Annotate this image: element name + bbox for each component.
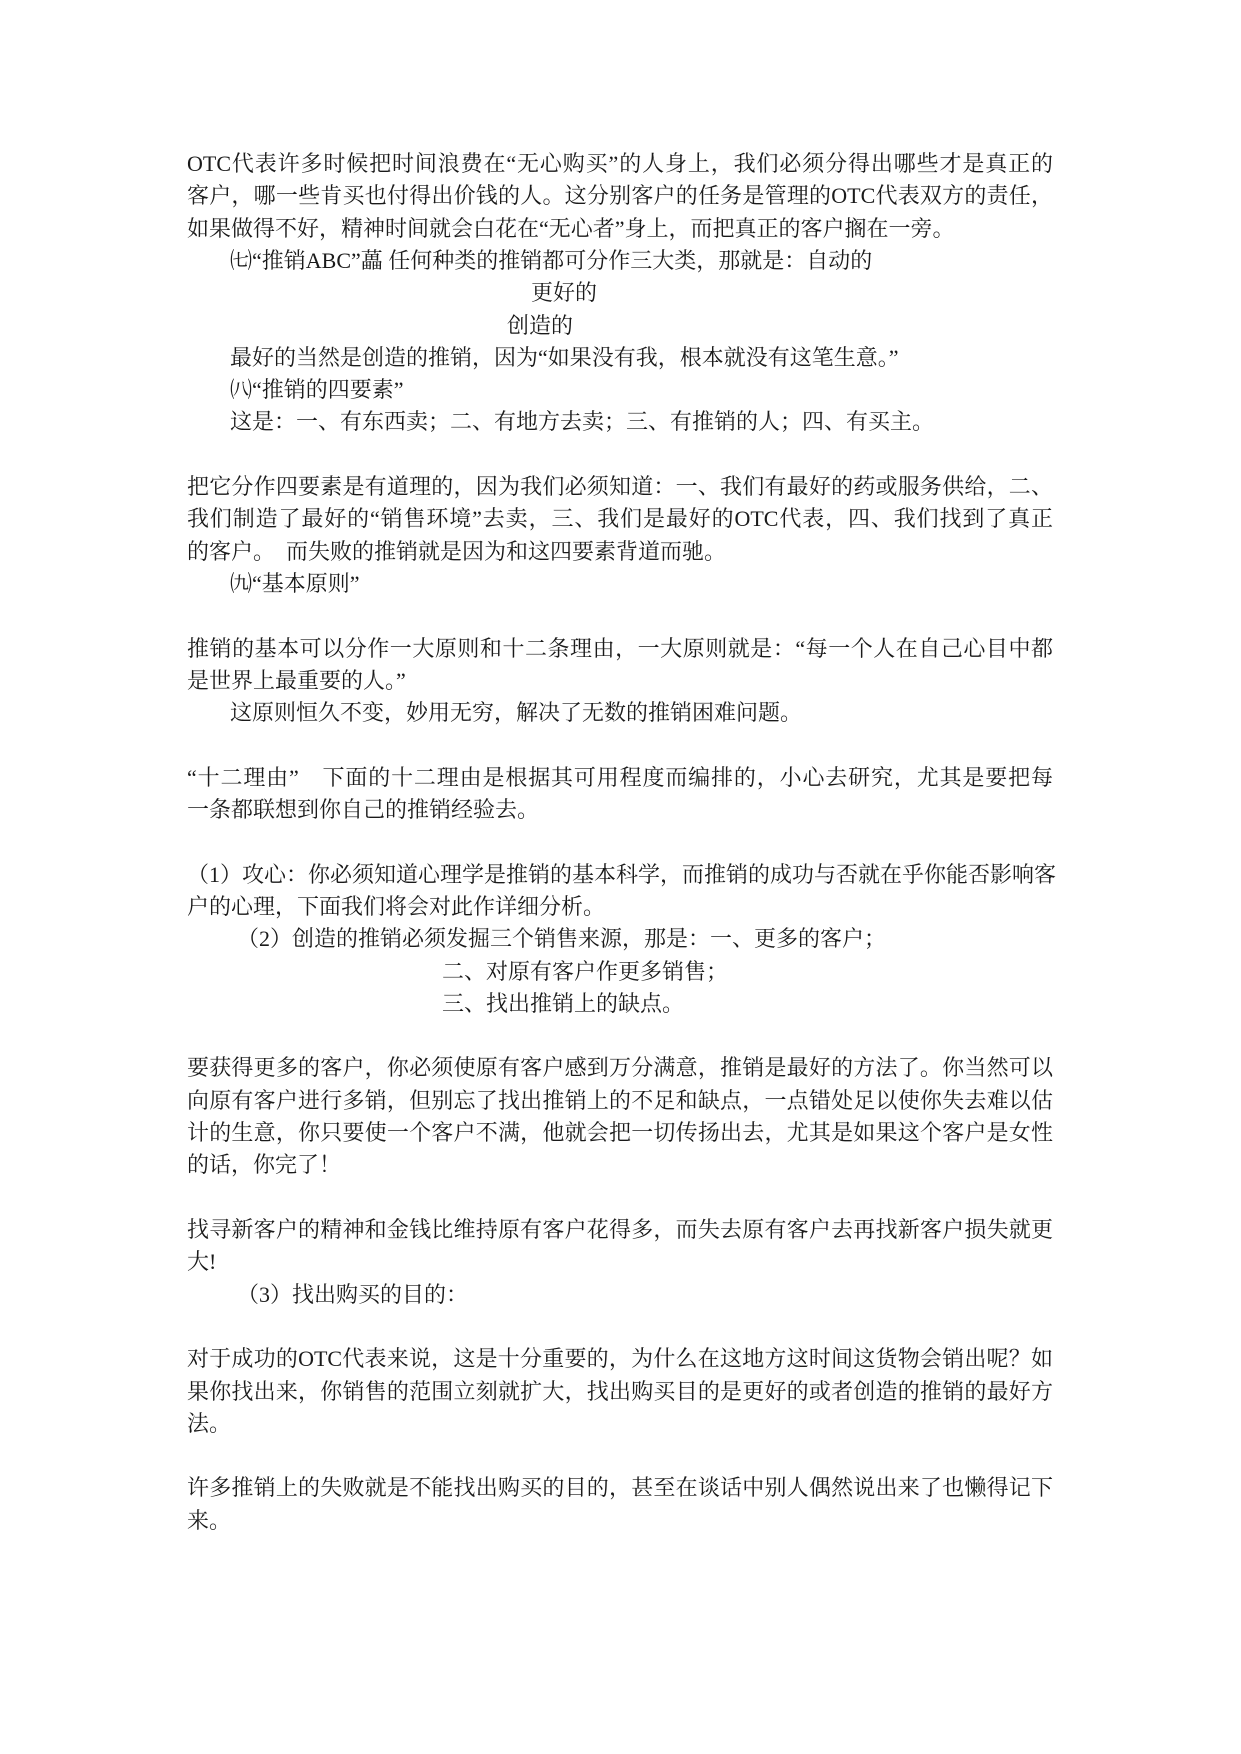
paragraph-line: 是世界上最重要的人。”: [187, 668, 406, 693]
paragraph-line: 这是：一、有东西卖；二、有地方去卖；三、有推销的人；四、有买主。: [230, 409, 935, 434]
paragraph-line: 我们制造了最好的“销售环境”去卖，三、我们是最好的OTC代表，四、我们找到了真正: [187, 506, 1053, 531]
numbered-item: （1）攻心：你必须知道心理学是推销的基本科学，而推销的成功与否就在乎你能否影响客: [187, 862, 1057, 887]
list-item: 更好的: [531, 280, 598, 305]
numbered-item: （3）找出购买的目的：: [237, 1282, 469, 1307]
paragraph-line: 向原有客户进行多销，但别忘了找出推销上的不足和缺点，一点错处足以使你失去难以估: [187, 1088, 1053, 1113]
paragraph-line: “十二理由” 下面的十二理由是根据其可用程度而编排的，小心去研究，尤其是要把每: [187, 765, 1053, 790]
paragraph-line: 最好的当然是创造的推销，因为“如果没有我，根本就没有这笔生意。”: [230, 345, 899, 370]
paragraph-line: 大!: [187, 1249, 217, 1274]
numbered-item: （2）创造的推销必须发掘三个销售来源，那是：一、更多的客户；: [237, 926, 887, 951]
paragraph-line: 一条都联想到你自己的推销经验去。: [187, 797, 540, 822]
paragraph-line: 来。: [187, 1508, 232, 1533]
paragraph-line: 许多推销上的失败就是不能找出购买的目的，甚至在谈话中别人偶然说出来了也懒得记下: [187, 1475, 1053, 1500]
paragraph-line: 找寻新客户的精神和金钱比维持原有客户花得多，而失去原有客户去再找新客户损失就更: [187, 1217, 1053, 1242]
paragraph-line: 法。: [187, 1411, 232, 1436]
paragraph-line: OTC代表许多时候把时间浪费在“无心购买”的人身上，我们必须分得出哪些才是真正的: [187, 151, 1053, 176]
section-heading: ㈨“基本原则”: [230, 571, 360, 596]
list-item: 创造的: [507, 313, 574, 338]
paragraph-line: 计的生意，你只要使一个客户不满，他就会把一切传扬出去，尤其是如果这个客户是女性: [187, 1120, 1053, 1145]
paragraph-line: 推销的基本可以分作一大原则和十二条理由，一大原则就是：“每一个人在自己心目中都: [187, 636, 1053, 661]
paragraph-line: 的客户。 而失败的推销就是因为和这四要素背道而驰。: [187, 539, 727, 564]
paragraph-line: 客户，哪一些肯买也付得出价钱的人。这分别客户的任务是管理的OTC代表双方的责任，: [187, 183, 1053, 208]
list-item: 三、找出推销上的缺点。: [442, 991, 685, 1016]
paragraph-line: 对于成功的OTC代表来说，这是十分重要的，为什么在这地方这时间这货物会销出呢？如: [187, 1346, 1053, 1371]
paragraph-line: 要获得更多的客户，你必须使原有客户感到万分满意，推销是最好的方法了。你当然可以: [187, 1055, 1053, 1080]
paragraph-line: 果你找出来，你销售的范围立刻就扩大，找出购买目的是更好的或者创造的推销的最好方: [187, 1379, 1053, 1404]
paragraph-line: 这原则恒久不变，妙用无穷，解决了无数的推销困难问题。: [230, 700, 803, 725]
paragraph-line: 如果做得不好，精神时间就会白花在“无心者”身上，而把真正的客户搁在一旁。: [187, 216, 955, 241]
section-heading: ㈦“推销ABC”藟 任何种类的推销都可分作三大类，那就是：自动的: [230, 248, 873, 273]
paragraph-line: 户的心理，下面我们将会对此作详细分析。: [187, 894, 606, 919]
section-heading: ㈧“推销的四要素”: [230, 377, 404, 402]
paragraph-line: 的话，你完了！: [187, 1152, 342, 1177]
paragraph-line: 把它分作四要素是有道理的，因为我们必须知道：一、我们有最好的药或服务供给，二、: [187, 474, 1053, 499]
list-item: 二、对原有客户作更多销售；: [442, 959, 729, 984]
